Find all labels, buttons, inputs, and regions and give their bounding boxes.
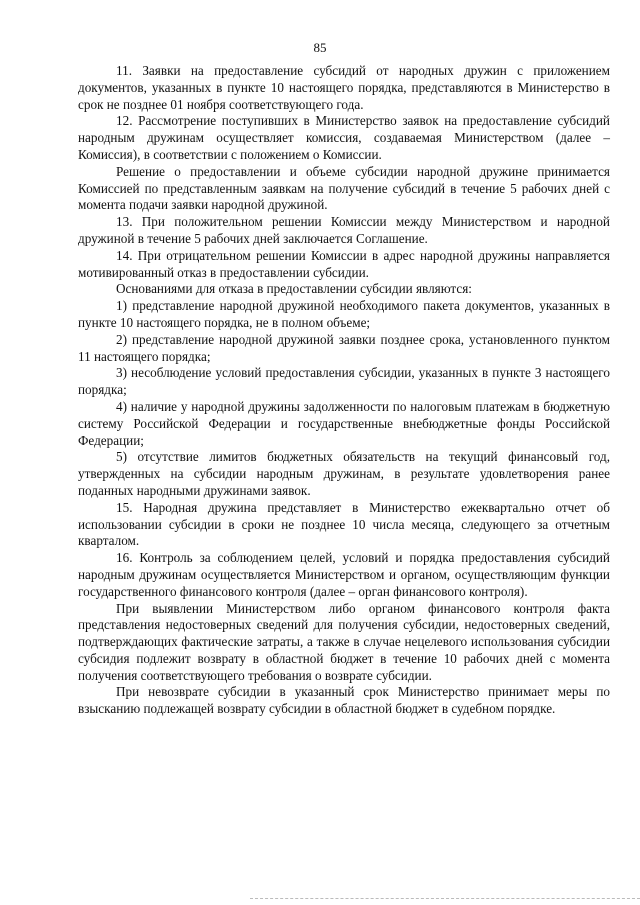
list-item-2: 2) представление народной дружиной заявки позднее срока, установленного пунктом 11 настоящего порядка; (78, 331, 610, 364)
paragraph-non-return: При невозврате субсидии в указанный срок Министерство принимает меры по взысканию подлежащей возврату субсидии в областной бюджет в судебном порядке. (78, 684, 610, 717)
list-item-5: 5) отсутствие лимитов бюджетных обязательств на текущий финансовый год, утвержденных на субсидии народным дружинам, в результате удовлетворения ранее поданных народными дружинами заявок. (78, 449, 610, 498)
page-number: 85 (313, 40, 327, 55)
paragraph-15: 15. Народная дружина представляет в Министерство ежеквартально отчет об использовании субсидии в сроки не позднее 10 числа месяца, следующего за отчетным кварталом. (78, 499, 610, 549)
paragraph-violation: При выявлении Министерством либо органом финансового контроля факта представления недостоверных сведений для получения субсидии, недостоверных сведений, подтверждающих фактические затраты, а также в случае нецелевого использования субсидии субсидия подлежит возврату в областной бюджет в течение 10 рабочих дней с момента получения соответствующего требования о возврате субсидии. (78, 600, 610, 683)
paragraph-refusal-grounds: Основаниями для отказа в предоставлении субсидии являются: (116, 281, 472, 297)
scan-edge-line (250, 898, 640, 899)
paragraph-12: 12. Рассмотрение поступивших в Министерство заявок на предоставление субсидий народным дружинам осуществляет комиссия, создаваемая Министерством (далее – Комиссия), в соответствии с положением о Комиссии. (78, 113, 610, 162)
list-item-3: 3) несоблюдение условий предоставления субсидии, указанных в пункте 3 настоящего порядка; (78, 365, 610, 398)
paragraph-13: 13. При положительном решении Комиссии между Министерством и народной дружиной в течение 5 рабочих дней заключается Соглашение. (78, 214, 610, 246)
list-item-4: 4) наличие у народной дружины задолженности по налоговым платежам в бюджетную систему Российской Федерации и государственные внебюджетные фонды Российской Федерации; (78, 398, 610, 448)
document-body (78, 63, 610, 718)
paragraph-14: 14. При отрицательном решении Комиссии в адрес народной дружины направляется мотивированный отказ в предоставлении субсидии. (78, 247, 610, 280)
paragraph-decision: Решение о предоставлении и объеме субсидии народной дружине принимается Комиссией по представленным заявкам на получение субсидий в течение 5 рабочих дней с момента подачи заявки народной дружиной. (78, 163, 610, 213)
paragraph-16: 16. Контроль за соблюдением целей, условий и порядка предоставления субсидий народным дружинам осуществляется Министерством и органом, осуществляющим функции государственного финансового контроля (далее – орган финансового контроля). (78, 550, 610, 599)
list-item-1: 1) представление народной дружиной необходимого пакета документов, указанных в пункте 10 настоящего порядка, не в полном объеме; (78, 298, 610, 330)
paragraph-11: 11. Заявки на предоставление субсидий от народных дружин с приложением документов, указанных в пункте 10 настоящего порядка, представляются в Министерство в срок не позднее 01 ноября соответствующего года. (78, 63, 610, 112)
